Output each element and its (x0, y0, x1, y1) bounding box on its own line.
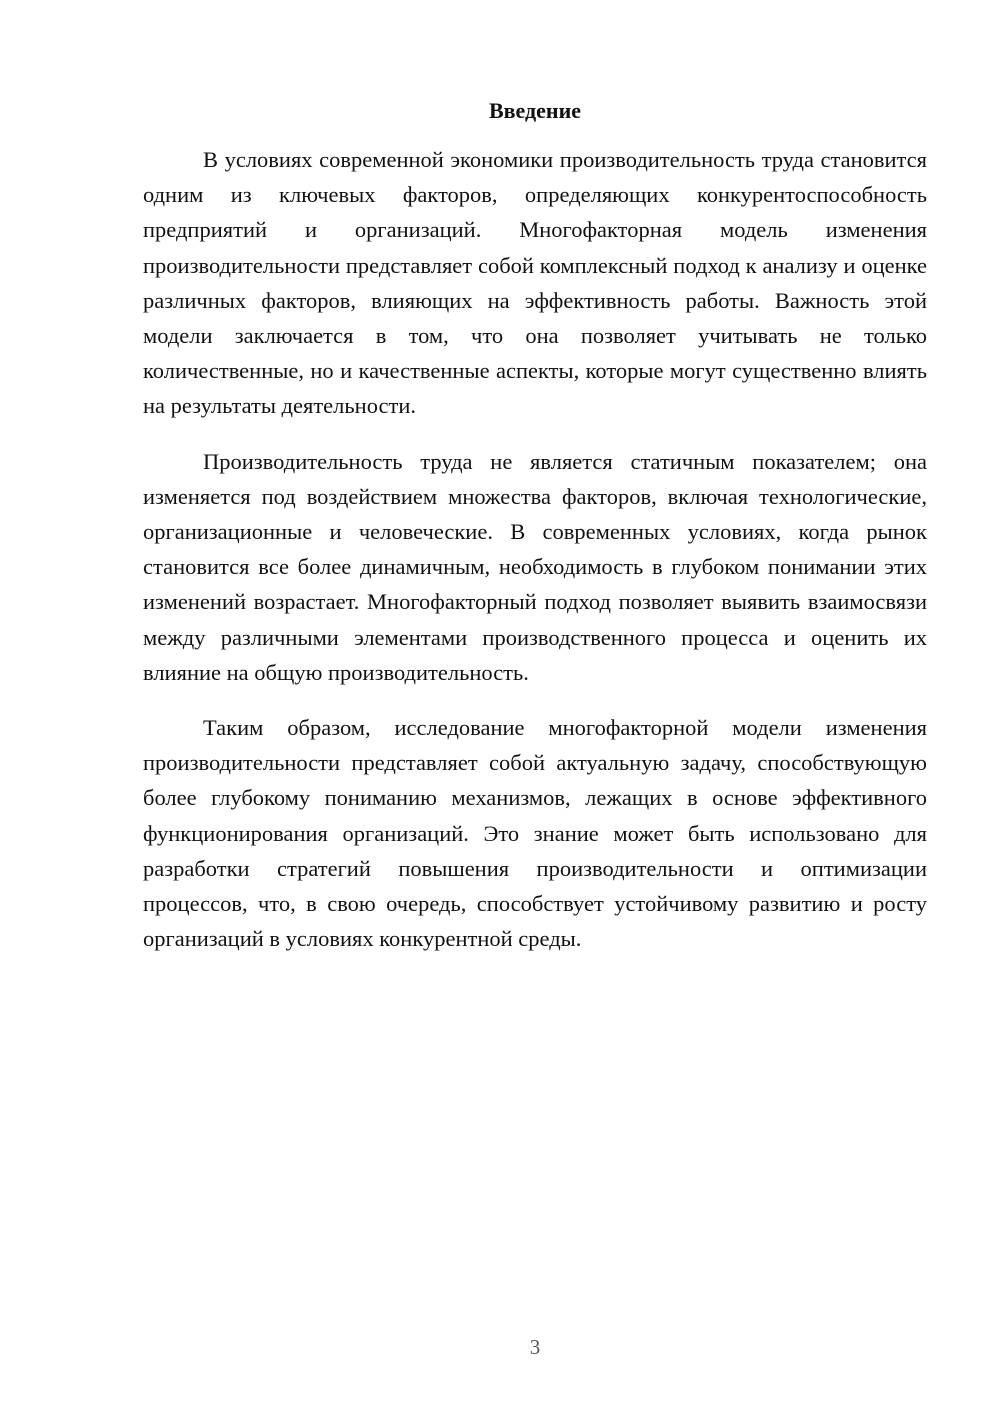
section-title: Введение (488, 98, 582, 123)
paragraph-3: Таким образом, исследование многофакторной модели изменения производительности представляет собой актуальную задачу, способствующую более глубокому пониманию механизмов, лежащих в основе эффективного функционирования организаций. Это знание может быть использовано для разработки стратегий повышения производительности и оптимизации процессов, что, в свою очередь, способствует устойчивому развитию и росту организаций в условиях конкурентной среды. (143, 715, 927, 952)
paragraph-1: В условиях современной экономики производительность труда становится одним из ключевых факторов, определяющих конкурентоспособность предприятий и организаций. Многофакторная модель изменения производительности представляет собой комплексный подход к анализу и оценке различных факторов, влияющих на эффективность работы. Важность этой модели заключается в том, что она позволяет учитывать не только количественные, но и качественные аспекты, которые могут существенно влиять на результаты деятельности. (143, 147, 927, 419)
body-text (143, 142, 927, 956)
page-number: 3 (529, 1335, 541, 1359)
paragraph-2: Производительность труда не является статичным показателем; она изменяется под воздействием множества факторов, включая технологические, организационные и человеческие. В современных условиях, когда рынок становится все более динамичным, необходимость в глубоком понимании этих изменений возрастает. Многофакторный подход позволяет выявить взаимосвязи между различными элементами производственного процесса и оценить их влияние на общую производительность. (143, 448, 927, 685)
